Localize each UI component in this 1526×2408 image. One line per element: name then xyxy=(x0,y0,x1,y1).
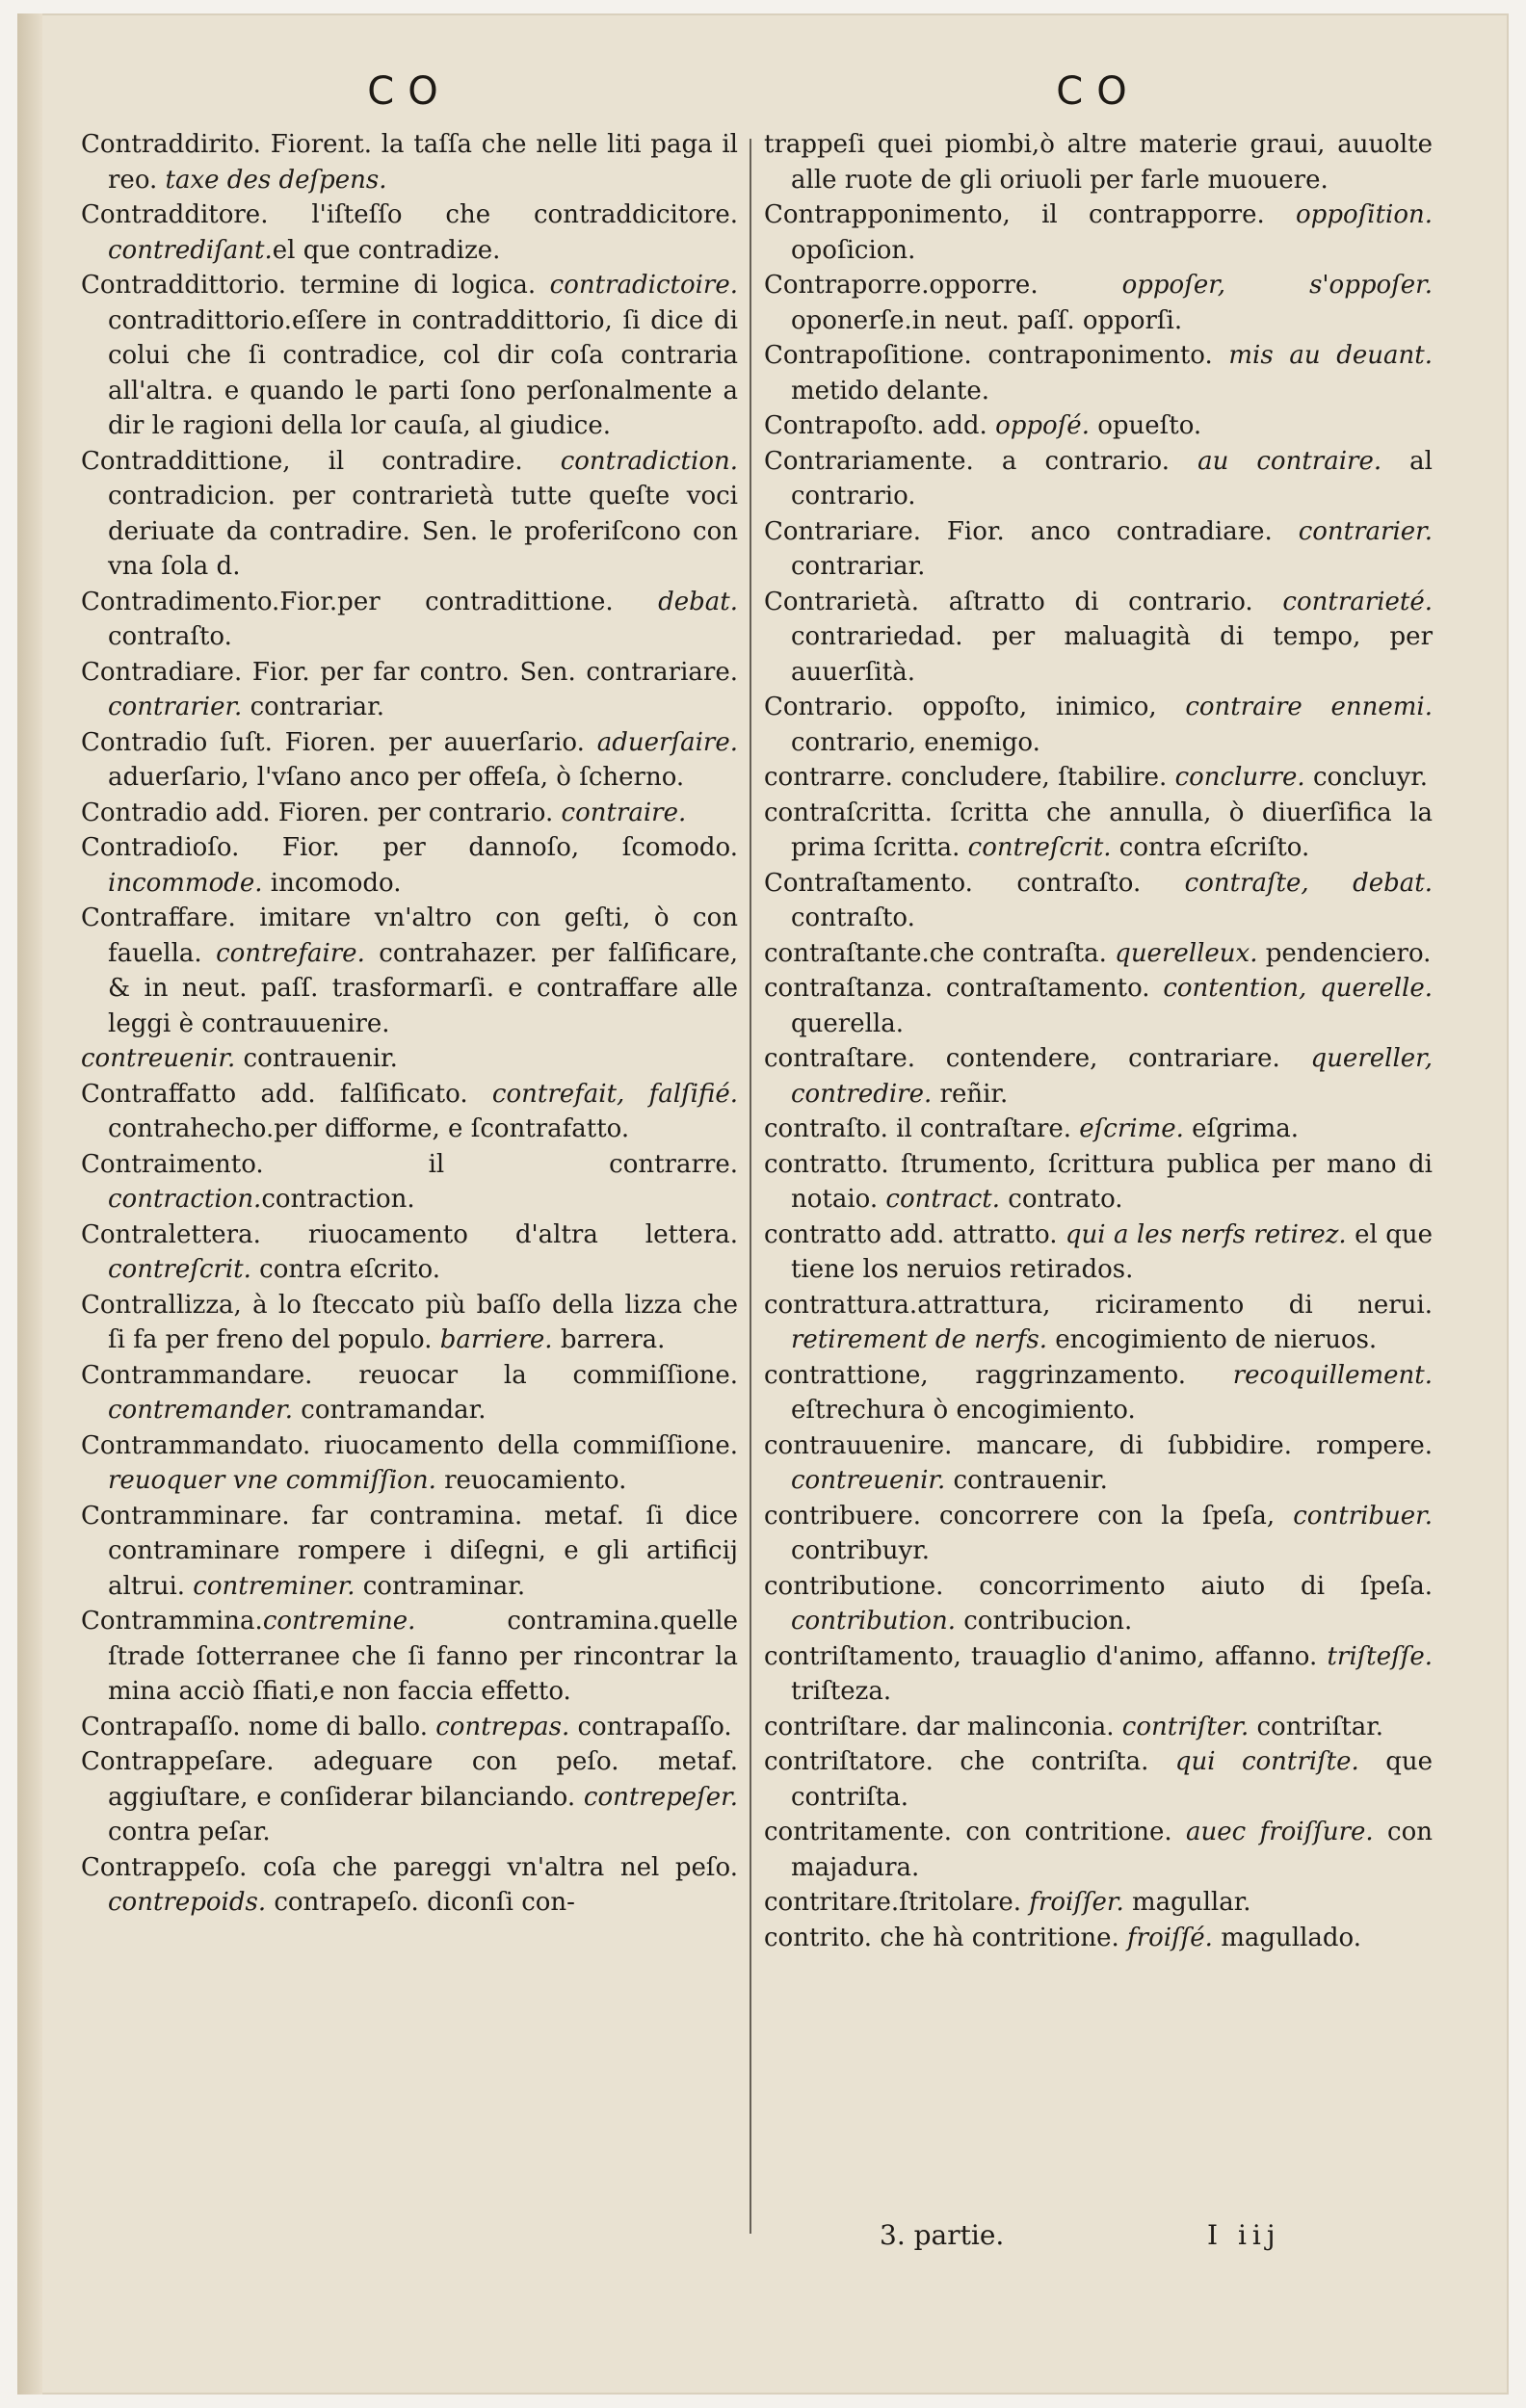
entry-headword: contraſcritta. xyxy=(764,798,933,827)
entry-french: contraire ennemi. xyxy=(1185,693,1433,721)
entry-text: contramina.quelle ſtrade ſotterranee che ſi fanno per rincontrar la mina acciò ſfiati,e non faccia effetto. xyxy=(108,1607,738,1706)
entry-headword: contratto xyxy=(764,1219,881,1249)
entry-text: Fiorent. la taſſa che nelle liti paga il reo. xyxy=(108,130,738,195)
entry-french: contremine. xyxy=(262,1607,416,1636)
entry-text: con majadura. xyxy=(791,1818,1433,1882)
entry-text: opporre. xyxy=(929,271,1122,300)
dictionary-entry xyxy=(764,1815,1433,1885)
entry-text: il contradire. xyxy=(290,446,561,476)
entry-text: contraponimento. xyxy=(971,341,1229,370)
entry-french: contradictoire. xyxy=(549,271,738,300)
entry-headword: Contraddittorio. xyxy=(81,271,287,300)
entry-headword: contrito. xyxy=(764,1923,873,1952)
entry-text: el que tiene los neruios retirados. xyxy=(791,1219,1433,1284)
dictionary-entry xyxy=(81,796,738,831)
entry-text: add. attratto. xyxy=(881,1219,1066,1249)
entry-french: contrepoids. xyxy=(108,1888,267,1917)
dictionary-entry xyxy=(764,971,1433,1041)
dictionary-entry xyxy=(764,1041,1433,1112)
dictionary-entry xyxy=(764,444,1433,514)
entry-text: a contrario. xyxy=(973,446,1198,476)
dictionary-entry xyxy=(764,1921,1433,1956)
entry-french: contrepas. xyxy=(435,1712,570,1741)
entry-headword: Contradditore. xyxy=(81,200,269,229)
dictionary-entry xyxy=(764,338,1433,408)
dictionary-entry xyxy=(81,830,738,901)
entry-french: eſcrime. xyxy=(1079,1114,1184,1143)
entry-headword: contritamente. xyxy=(764,1818,952,1846)
entry-text: querella. xyxy=(791,1008,904,1038)
entry-french: oppoſer, s'oppoſer. xyxy=(1121,271,1433,300)
dictionary-entry xyxy=(81,444,738,585)
dictionary-entry xyxy=(81,1710,738,1745)
page-mark: I iij xyxy=(1207,2219,1281,2251)
entry-french: contrediſant. xyxy=(108,235,273,265)
entry-text: nome di ballo. xyxy=(240,1712,436,1741)
entry-headword: contriſtare. xyxy=(764,1712,908,1741)
entry-french: contradiction. xyxy=(560,446,738,476)
entry-french: contraſte, debat. xyxy=(1184,868,1433,898)
entry-text: magullar. xyxy=(1123,1888,1251,1917)
entry-french: aduerſaire. xyxy=(596,727,738,757)
entry-headword: contraſtare. xyxy=(764,1044,915,1073)
entry-text: ſuſt. Fioren. per auuerſario. xyxy=(207,727,597,757)
right-entries xyxy=(764,127,1433,1955)
entry-text: contrauenir. xyxy=(945,1466,1108,1495)
entry-french: contreſcrit. xyxy=(967,833,1112,862)
entry-text: oponerſe.in neut. paſſ. opporſi. xyxy=(791,305,1183,335)
entry-french: contrepeſer. xyxy=(583,1782,738,1812)
dictionary-entry xyxy=(81,1288,738,1358)
entry-french: triſteſſe. xyxy=(1327,1641,1433,1671)
page-edge xyxy=(17,13,42,2395)
entry-headword: Contramminare. xyxy=(81,1501,290,1531)
entry-text: ſtrumento, ſcrittura publica per mano di notaio. xyxy=(791,1149,1433,1214)
entry-text: contradicion. per contrarietà tutte queſte voci deriuate da contradire. Sen. le proferiſcono con vna ſola d. xyxy=(108,482,738,581)
dictionary-entry xyxy=(81,1147,738,1217)
entry-french: taxe des deſpens. xyxy=(165,165,387,195)
entry-text: add. xyxy=(924,411,996,440)
entry-text: aduerſario, l'vſano anco per offeſa, ò ſcherno. xyxy=(108,763,685,792)
entry-text: contrariar. xyxy=(791,552,926,581)
entry-headword: Contradioſo. xyxy=(81,833,240,862)
entry-headword: contraſto. xyxy=(764,1114,888,1143)
entry-headword: contrattura. xyxy=(764,1290,918,1320)
dictionary-entry xyxy=(764,1710,1433,1745)
entry-text: add. falſificato. xyxy=(236,1079,492,1109)
entry-french: contention, querelle. xyxy=(1163,974,1433,1003)
entry-headword: contrattione, xyxy=(764,1360,929,1390)
entry-text: coſa che pareggi vn'altra nel peſo. xyxy=(247,1852,738,1882)
entry-text: reñir. xyxy=(932,1079,1009,1109)
dictionary-entry xyxy=(764,796,1433,866)
entry-text: barrera. xyxy=(552,1325,666,1354)
entry-text: triſteza. xyxy=(791,1677,892,1706)
dictionary-entry xyxy=(81,1428,738,1499)
entry-french: contreuenir. xyxy=(81,1044,236,1073)
entry-text: contramandar. xyxy=(293,1396,487,1425)
entry-text: riuocamento della commiſſione. xyxy=(310,1430,738,1460)
entry-text: termine di logica. xyxy=(286,271,550,300)
entry-headword: contrarre. xyxy=(764,763,893,792)
entry-text: opueſto. xyxy=(1089,411,1202,440)
entry-text: attrattura, riciramento di nerui. xyxy=(917,1290,1433,1320)
entry-text: riuocamento d'altra lettera. xyxy=(260,1219,738,1249)
entry-text: contendere, contrariare. xyxy=(915,1044,1311,1073)
entry-french: qui a les nerfs retirez. xyxy=(1065,1219,1347,1249)
entry-text: eſgrima. xyxy=(1183,1114,1300,1143)
entry-headword: contritare. xyxy=(764,1888,900,1917)
entry-french: contreminer. xyxy=(193,1571,355,1601)
entry-headword: Contradimento. xyxy=(81,587,280,616)
entry-headword: contriſtatore. xyxy=(764,1747,934,1776)
right-column-header: CO xyxy=(1056,69,1141,114)
entry-text: Fior. per far contro. Sen. contrariare. xyxy=(242,657,738,687)
entry-text: contraſto. xyxy=(972,868,1185,898)
entry-text: aſtratto di contrario. xyxy=(919,587,1283,616)
entry-text: che hà contritione. xyxy=(872,1923,1128,1952)
left-column-header: CO xyxy=(367,69,452,114)
dictionary-entry xyxy=(81,1744,738,1850)
entry-french: incommode. xyxy=(108,868,263,898)
entry-text: contrahecho.per difforme, e ſcontrafatto. xyxy=(108,1114,630,1143)
entry-text: eſtrechura ò encogimiento. xyxy=(791,1396,1136,1425)
entry-french: contraire. xyxy=(561,798,687,827)
entry-text: metido delante. xyxy=(791,376,990,406)
entry-headword: Contrariare. xyxy=(764,516,921,546)
dictionary-entry xyxy=(81,1850,738,1921)
dictionary-page xyxy=(17,13,1509,2395)
entry-text: l'iſteſſo che contraddicitore. xyxy=(268,200,738,229)
entry-text: imitare vn'altro con geſti, ò con fauella. xyxy=(108,903,738,968)
dictionary-entry xyxy=(81,1604,738,1710)
dictionary-entry xyxy=(764,1147,1433,1217)
entry-text: contrato. xyxy=(1000,1185,1123,1214)
entry-text: contrahazer. per falſificare, & in neut. paſſ. trasformarſi. e contraffare alle leggi è contrauuenire. xyxy=(108,938,738,1038)
entry-headword: Contrappeſare. xyxy=(81,1747,275,1776)
entry-french: contrefait, falſifié. xyxy=(491,1079,738,1109)
left-column xyxy=(81,64,738,1921)
entry-text: trappeſi quei piombi,ò altre materie graui, auuolte alle ruote de gli oriuoli per farle muouere. xyxy=(764,130,1433,195)
entry-french: oppoſition. xyxy=(1296,200,1433,229)
entry-text: trauaglio d'animo, affanno. xyxy=(960,1641,1328,1671)
dictionary-entry xyxy=(81,268,738,444)
entry-french: mis au deuant. xyxy=(1228,341,1433,370)
entry-headword: Contraporre. xyxy=(764,271,930,300)
dictionary-entry xyxy=(81,901,738,1041)
entry-text: contrapaſſo. xyxy=(569,1712,732,1741)
entry-french: au contraire. xyxy=(1197,446,1382,476)
entry-headword: Contraddirito. xyxy=(81,130,261,159)
entry-headword: Contraddittione, xyxy=(81,446,291,476)
entry-text: ſcritta che annulla, ò diuerſifica la prima ſcritta. xyxy=(791,798,1433,862)
entry-text: incomodo. xyxy=(262,868,402,898)
entry-french: contrefaire. xyxy=(216,938,365,968)
entry-text: contradittorio.eſſere in contraddittorio, ſi dice di colui che ſi contradice, col dir coſa contraria all'altra. e quando le parti ſono perſonalmente a dir le ragioni della lor cauſa, al giudice. xyxy=(108,305,738,440)
entry-text: ſtritolare. xyxy=(899,1888,1030,1917)
entry-headword: Contrapoſto. xyxy=(764,411,925,440)
dictionary-entry xyxy=(764,1569,1433,1639)
entry-text: add. Fioren. per contrario. xyxy=(207,798,562,827)
dictionary-entry xyxy=(81,1499,738,1605)
entry-text: pendenciero. xyxy=(1257,938,1432,968)
entry-text: encogimiento de nieruos. xyxy=(1046,1325,1378,1354)
entry-text: contraſtamento. xyxy=(933,974,1164,1003)
entry-headword: contribuere. xyxy=(764,1501,922,1531)
entry-headword: Contrammandato. xyxy=(81,1430,311,1460)
entry-text: raggrinzamento. xyxy=(928,1360,1233,1390)
entry-text: contra peſar. xyxy=(108,1818,271,1846)
entry-headword: Contraffatto xyxy=(81,1079,237,1109)
dictionary-entry xyxy=(81,1358,738,1428)
entry-text: reuocamiento. xyxy=(435,1466,627,1495)
entry-headword: Contrappeſo. xyxy=(81,1852,248,1882)
entry-french: contrarier. xyxy=(1298,516,1433,546)
entry-french: contremander. xyxy=(108,1396,293,1425)
entry-text: contraminar. xyxy=(355,1571,526,1601)
entry-french: froiſſer. xyxy=(1029,1888,1124,1917)
entry-text: contrauenir. xyxy=(235,1044,398,1073)
entry-text: contrariar. xyxy=(242,693,384,721)
entry-headword: Contraſtamento. xyxy=(764,868,973,898)
entry-text: Fior. per dannoſo, ſcomodo. xyxy=(239,833,738,862)
entry-french: debat. xyxy=(658,587,738,616)
dictionary-entry xyxy=(764,1358,1433,1428)
entry-french: contrarier. xyxy=(108,693,243,721)
entry-headword: Contrammandare. xyxy=(81,1360,313,1390)
dictionary-entry xyxy=(764,585,1433,691)
entry-french: qui contriſte. xyxy=(1174,1747,1359,1776)
entry-text: contra eſcriſto. xyxy=(1111,833,1310,862)
dictionary-entry xyxy=(764,1499,1433,1569)
dictionary-entry xyxy=(81,1041,738,1077)
entry-text: contra eſcrito. xyxy=(250,1255,440,1284)
dictionary-entry xyxy=(764,1639,1433,1710)
dictionary-entry xyxy=(764,1744,1433,1815)
entry-headword: Contrapoſitione. xyxy=(764,341,972,370)
dictionary-entry xyxy=(81,1217,738,1288)
entry-french: retirement de nerfs. xyxy=(791,1325,1047,1354)
entry-text: con contritione. xyxy=(952,1818,1187,1846)
dictionary-entry xyxy=(81,585,738,655)
entry-text: concluyr. xyxy=(1304,763,1429,792)
entry-text: concorrere con la ſpeſa, xyxy=(921,1501,1294,1531)
entry-text: Fior. anco contradiare. xyxy=(921,516,1299,546)
entry-text: magullado. xyxy=(1212,1923,1361,1952)
entry-text: contraſto. xyxy=(108,622,232,651)
dictionary-entry xyxy=(81,725,738,796)
dictionary-entry xyxy=(764,1288,1433,1358)
signature-mark: 3. partie. xyxy=(880,2219,1005,2251)
entry-french: contrarieté. xyxy=(1282,587,1433,616)
entry-french: contreſcrit. xyxy=(108,1255,251,1284)
entry-headword: contratto. xyxy=(764,1149,889,1179)
entry-text: il contraſtare. xyxy=(887,1114,1080,1143)
entry-text: adeguare con peſo. metaf. aggiuſtare, e conſiderar bilanciando. xyxy=(108,1747,738,1812)
column-divider xyxy=(750,139,751,2234)
dictionary-entry xyxy=(81,197,738,268)
entry-french: barriere. xyxy=(439,1325,553,1354)
entry-text: contriſtar. xyxy=(1249,1712,1384,1741)
entry-text: à lo ſteccato più baſſo della lizza che ſi fa per freno del populo. xyxy=(108,1290,738,1354)
entry-french: contribuer. xyxy=(1293,1501,1433,1531)
entry-text: che contraſta. xyxy=(929,938,1116,968)
dictionary-entry xyxy=(764,1428,1433,1499)
entry-text: contraction. xyxy=(261,1185,415,1214)
dictionary-entry xyxy=(764,1112,1433,1147)
dictionary-entry xyxy=(81,655,738,725)
entry-french: recoquillement. xyxy=(1232,1360,1433,1390)
entry-french: contraction. xyxy=(108,1185,262,1214)
entry-text: al contrario. xyxy=(791,446,1433,510)
entry-text: concorrimento aiuto di ſpeſa. xyxy=(943,1571,1433,1601)
entry-headword: contraſtanza. xyxy=(764,974,934,1003)
entry-headword: Contraimento. xyxy=(81,1149,264,1179)
entry-text: contraſto. xyxy=(791,903,915,932)
dictionary-entry xyxy=(764,268,1433,338)
entry-headword: Contrallizza, xyxy=(81,1290,242,1320)
page-footer xyxy=(17,2219,1509,2267)
entry-text: el que contradize. xyxy=(272,235,501,265)
dictionary-entry xyxy=(764,866,1433,936)
entry-headword: Contradio xyxy=(81,727,208,757)
entry-headword: Contrario. xyxy=(764,693,894,721)
entry-french: contribution. xyxy=(791,1607,956,1636)
entry-headword: contraſtante. xyxy=(764,938,930,968)
entry-text: il contrapporre. xyxy=(1010,200,1297,229)
entry-text: contribucion. xyxy=(955,1607,1133,1636)
entry-text: contrapeſo. diconſi con- xyxy=(266,1888,575,1917)
entry-text: dar malinconia. xyxy=(908,1712,1122,1741)
entry-french: oppoſé. xyxy=(995,411,1090,440)
entry-french: reuoquer vne commiſſion. xyxy=(108,1466,436,1495)
dictionary-entry xyxy=(764,936,1433,972)
entry-headword: Contrammina. xyxy=(81,1607,263,1636)
entry-headword: Contrarietà. xyxy=(764,587,920,616)
entry-french: contriſter. xyxy=(1121,1712,1250,1741)
entry-text: contrariedad. per maluagità di tempo, per auuerſità. xyxy=(791,622,1433,687)
entry-text: Fior.per contradittione. xyxy=(279,587,659,616)
entry-headword: Contrariamente. xyxy=(764,446,974,476)
dictionary-entry xyxy=(81,127,738,197)
entry-french: quereller, contredire. xyxy=(791,1044,1433,1109)
dictionary-entry xyxy=(764,1885,1433,1921)
dictionary-entry xyxy=(764,760,1433,796)
entry-french: auec froiſſure. xyxy=(1186,1818,1374,1846)
entry-french: contreuenir. xyxy=(791,1466,946,1495)
entry-french: querelleux. xyxy=(1115,938,1258,968)
entry-headword: contrauuenire. xyxy=(764,1430,953,1460)
entry-text: concludere, ſtabilire. xyxy=(892,763,1175,792)
entry-headword: Contradiare. xyxy=(81,657,243,687)
entry-text: che contriſta. xyxy=(933,1747,1175,1776)
entry-text: contribuyr. xyxy=(791,1536,931,1565)
entry-french: contract. xyxy=(885,1185,1001,1214)
entry-text: contrario, enemigo. xyxy=(791,727,1040,757)
dictionary-entry xyxy=(764,514,1433,585)
entry-headword: Contrapponimento, xyxy=(764,200,1011,229)
entry-french: froiſſé. xyxy=(1127,1923,1213,1952)
entry-text: far contramina. metaf. ſi dice contraminare rompere i diſegni, e gli artificij altrui. xyxy=(108,1501,738,1601)
right-column xyxy=(764,64,1433,1955)
dictionary-entry xyxy=(764,690,1433,760)
entry-french: conclurre. xyxy=(1174,763,1305,792)
entry-headword: Contradio xyxy=(81,798,208,827)
entry-headword: contriſtamento, xyxy=(764,1641,961,1671)
dictionary-entry xyxy=(81,1077,738,1147)
entry-text: que contriſta. xyxy=(791,1747,1434,1812)
dictionary-entry xyxy=(764,197,1433,268)
entry-headword: contributione. xyxy=(764,1571,944,1601)
dictionary-entry xyxy=(764,408,1433,444)
dictionary-entry xyxy=(764,127,1433,197)
entry-headword: Contrapaſſo. xyxy=(81,1712,241,1741)
entry-headword: Contralettera. xyxy=(81,1219,261,1249)
left-entries xyxy=(81,127,738,1921)
entry-text: il contrarre. xyxy=(263,1149,738,1179)
entry-headword: Contraffare. xyxy=(81,903,236,932)
entry-text: reuocar la commiſſione. xyxy=(312,1360,738,1390)
dictionary-entry xyxy=(764,1217,1433,1288)
entry-text: mancare, di ſubbidire. rompere. xyxy=(952,1430,1433,1460)
entry-text: oppoſto, inimico, xyxy=(893,693,1186,721)
entry-text: opoſicion. xyxy=(791,235,916,265)
